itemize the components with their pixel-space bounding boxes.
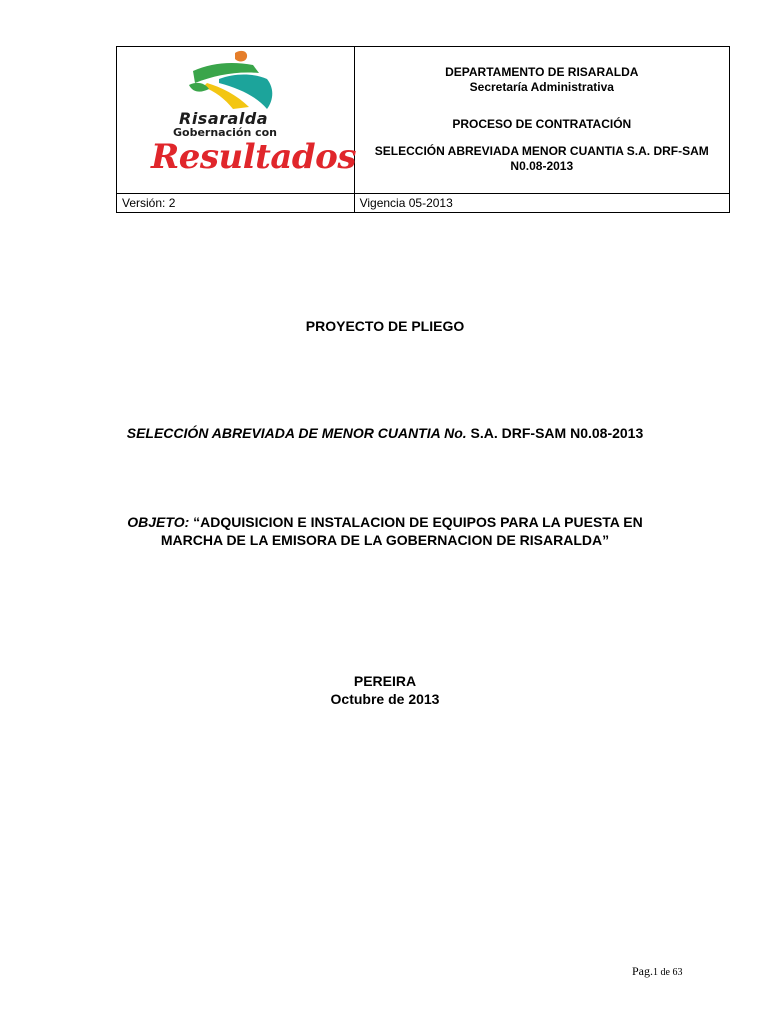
page-number-total: de 63 xyxy=(658,967,683,978)
objeto-line1: “ADQUISICION E INSTALACION DE EQUIPOS PARA LA PUESTA EN xyxy=(189,514,643,530)
header-seleccion: SELECCIÓN ABREVIADA MENOR CUANTIA S.A. DRF-SAM xyxy=(374,144,709,158)
header-info-cell xyxy=(354,47,729,194)
objeto-heading xyxy=(0,513,770,549)
logo-cell xyxy=(117,47,355,194)
header-table xyxy=(116,46,730,213)
header-proceso: PROCESO DE CONTRATACIÓN xyxy=(452,117,632,131)
logo-emblem-icon xyxy=(149,49,325,111)
city-date-block xyxy=(0,672,770,708)
city: PEREIRA xyxy=(353,673,417,689)
header-numero: N0.08-2013 xyxy=(510,159,574,173)
logo-text-resultados: Resultados xyxy=(151,137,356,177)
objeto-label: OBJETO: xyxy=(127,514,190,530)
date: Octubre de 2013 xyxy=(330,691,440,707)
page-number-prefix: Pag. xyxy=(632,964,653,978)
header-department: DEPARTAMENTO DE RISARALDA xyxy=(445,65,639,79)
header-secretaria: Secretaría Administrativa xyxy=(469,80,614,94)
vigencia-cell: Vigencia 05-2013 xyxy=(354,194,729,213)
page-number-current: 1 xyxy=(653,967,658,978)
logo-text-risaralda: Risaralda xyxy=(179,109,269,128)
seleccion-heading xyxy=(0,425,770,441)
version-cell: Versión: 2 xyxy=(117,194,355,213)
seleccion-heading-italic: SELECCIÓN ABREVIADA DE MENOR CUANTIA No. xyxy=(126,425,467,441)
document-title: PROYECTO DE PLIEGO xyxy=(305,318,465,334)
risaralda-logo xyxy=(149,49,356,189)
logo-text-gobernacion: Gobernación con xyxy=(173,126,278,139)
seleccion-heading-number: S.A. DRF-SAM N0.08-2013 xyxy=(466,425,644,441)
page-number xyxy=(632,964,682,979)
objeto-line2: MARCHA DE LA EMISORA DE LA GOBERNACION DE RISARALDA” xyxy=(160,532,610,548)
